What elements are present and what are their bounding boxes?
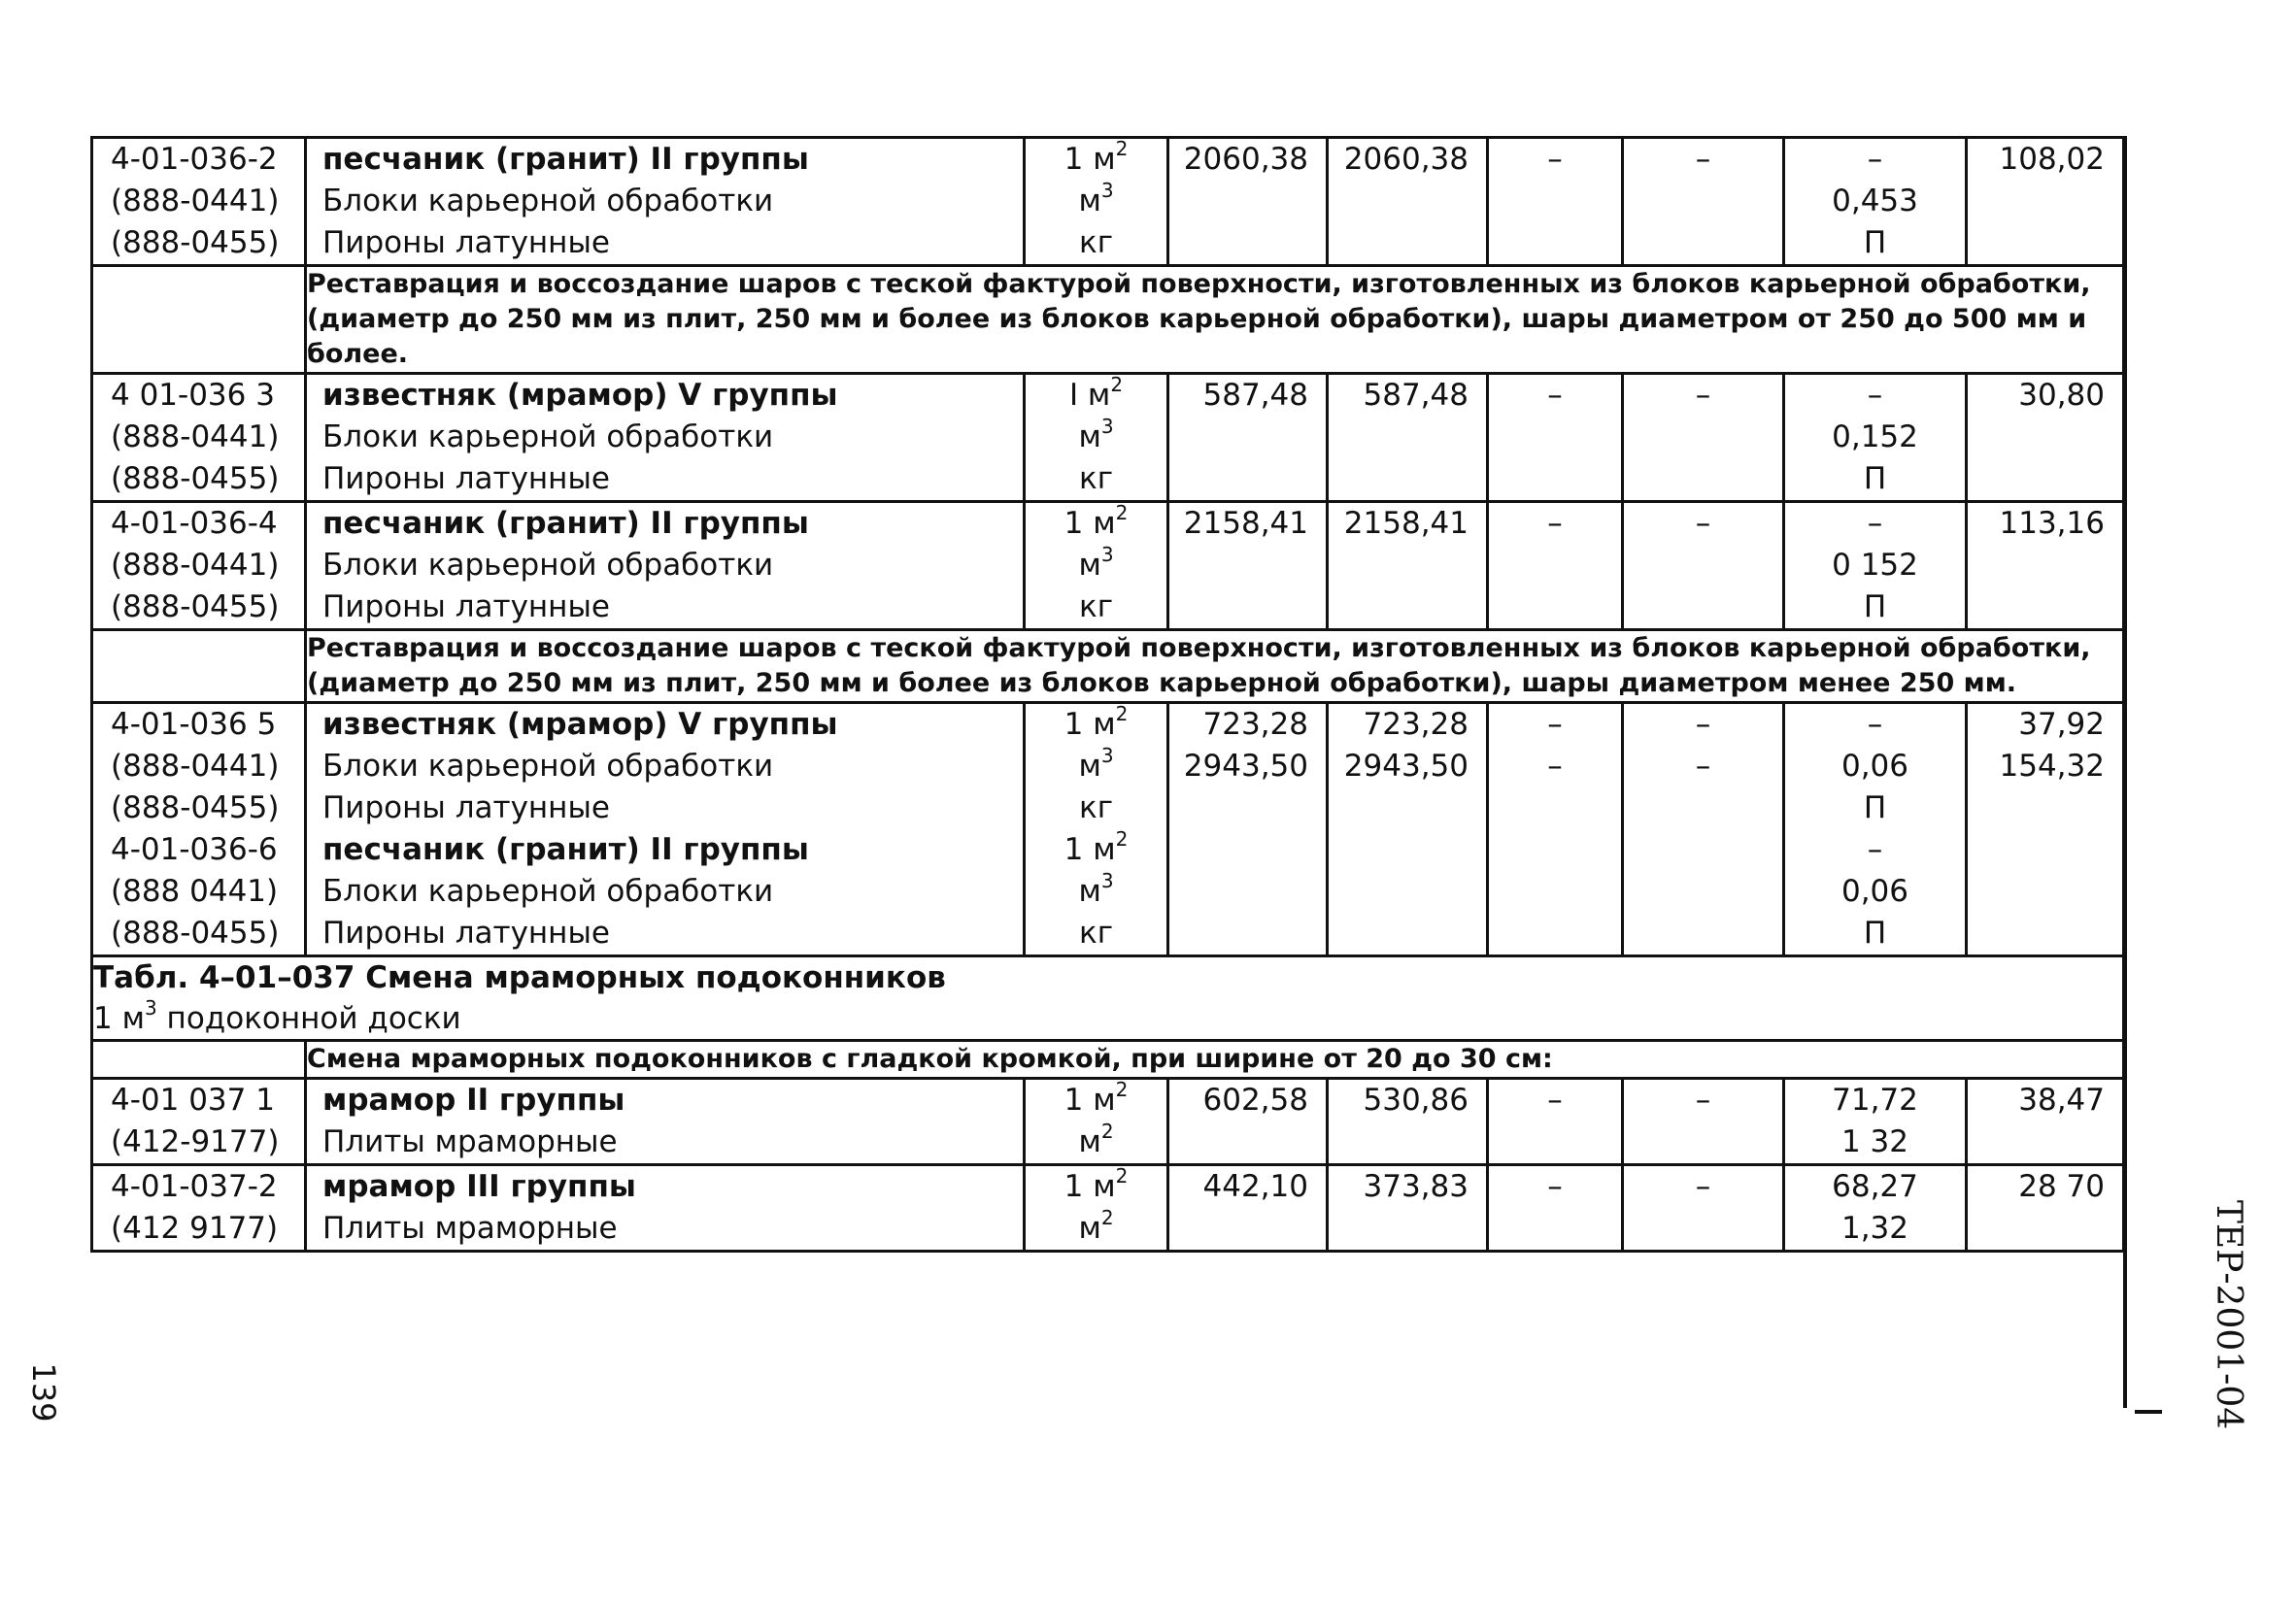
numeric-value: 2943,50 (1343, 749, 1469, 784)
work-name: мрамор III группы (322, 1169, 636, 1204)
value-cell-c6 (1623, 502, 1784, 630)
unit-value (1026, 913, 1166, 954)
rate-code: (412 9177) (111, 1211, 279, 1246)
code-cell (92, 502, 306, 630)
table-row (92, 502, 2124, 630)
value-cell-c7 (1784, 1165, 1967, 1252)
code-cell (92, 374, 306, 502)
unit-value (1026, 1166, 1166, 1208)
value-cell-c5 (1488, 1079, 1623, 1165)
value-cell-c8 (1967, 374, 2124, 502)
numeric-value: – (1695, 1083, 1711, 1118)
numeric-value: 442,10 (1202, 1169, 1308, 1204)
unit-exponent: 2 (1115, 1164, 1129, 1188)
unit-value (1026, 1122, 1166, 1163)
unit-base: м (1078, 184, 1101, 218)
numeric-value: – (1867, 832, 1883, 867)
value-cell-c6 (1623, 703, 1784, 956)
value-cell-c3 (1168, 374, 1328, 502)
value-cell-c5 (1488, 703, 1623, 956)
page-number: 139 (25, 1362, 62, 1423)
work-name: песчаник (гранит) II группы (322, 832, 809, 867)
code-cell (92, 138, 306, 266)
numeric-value: – (1867, 142, 1883, 177)
unit-cell (1025, 374, 1168, 502)
numeric-value: 108,02 (1999, 142, 2105, 177)
value-cell-c7 (1784, 502, 1967, 630)
rate-code: (888-0455) (111, 225, 280, 260)
section-description-row (92, 1041, 2124, 1079)
unit-value (1026, 586, 1166, 628)
numeric-value: – (1547, 1169, 1563, 1204)
unit-exponent: 2 (1100, 1120, 1114, 1143)
unit-exponent: 2 (1115, 501, 1129, 524)
rate-code: (888-0441) (111, 184, 280, 218)
numeric-value: – (1547, 142, 1563, 177)
value-cell-c4 (1328, 374, 1488, 502)
unit-base: кг (1078, 589, 1113, 624)
numeric-value: 0,453 (1832, 184, 1918, 218)
unit-base: м (1078, 419, 1101, 454)
material-name: Пироны латунные (322, 225, 610, 260)
numeric-value: – (1695, 378, 1711, 413)
document-code: ТЕР-2001-04 (2209, 1199, 2248, 1430)
code-cell (92, 1165, 306, 1252)
unit-base: 1 м (1064, 506, 1116, 541)
work-name: песчаник (гранит) II группы (322, 506, 809, 541)
numeric-value: 0 152 (1832, 548, 1918, 583)
numeric-value: – (1695, 142, 1711, 177)
numeric-value: – (1547, 378, 1563, 413)
value-cell-c7 (1784, 138, 1967, 266)
value-cell-c3 (1168, 138, 1328, 266)
value-cell-c6 (1623, 138, 1784, 266)
numeric-value: 530,86 (1363, 1083, 1469, 1118)
numeric-value: 1 32 (1840, 1124, 1909, 1159)
numeric-value: П (1863, 790, 1887, 825)
unit-exponent: 3 (1100, 744, 1114, 767)
numeric-value: 723,28 (1363, 707, 1469, 742)
value-cell-c4 (1328, 1079, 1488, 1165)
value-cell-c8 (1967, 138, 2124, 266)
table-row (92, 1079, 2124, 1165)
section-description: Реставрация и воссоздание шаров с теской фактурой поверхности, изготовленных из блоков карьерной обработки, (диаметр до 250 мм из плит, 250 мм и более из блоков карьерной обработки), шары диаметром менее 250 мм. (306, 630, 2124, 703)
rate-code: 4-01-036-2 (111, 142, 278, 177)
unit-value (1026, 181, 1166, 222)
value-cell-c8 (1967, 703, 2124, 956)
numeric-value: 0,06 (1840, 749, 1909, 784)
numeric-value: 28 70 (2018, 1169, 2105, 1204)
numeric-value: 113,16 (1999, 506, 2105, 541)
unit-value (1026, 1208, 1166, 1250)
unit-value (1026, 545, 1166, 586)
unit-cell (1025, 138, 1168, 266)
unit-exponent: 3 (1100, 869, 1114, 892)
value-cell-c7 (1784, 703, 1967, 956)
unit-value (1026, 746, 1166, 787)
value-cell-c3 (1168, 1165, 1328, 1252)
numeric-value: – (1867, 506, 1883, 541)
unit-base: кг (1078, 225, 1113, 260)
rate-code: (888-0441) (111, 419, 280, 454)
unit-value (1026, 375, 1166, 417)
table-heading (92, 956, 2124, 1041)
unit-cell (1025, 502, 1168, 630)
unit-exponent: 2 (1110, 373, 1124, 396)
code-cell (92, 1079, 306, 1165)
unit-base: 1 м (1064, 707, 1116, 742)
material-name: Плиты мраморные (322, 1211, 618, 1246)
rate-code: (888-0441) (111, 548, 280, 583)
rate-code: 4-01 037 1 (111, 1083, 275, 1118)
rate-code: 4 01-036 3 (111, 378, 275, 413)
value-cell-c8 (1967, 502, 2124, 630)
numeric-value: – (1695, 749, 1711, 784)
unit-base: кг (1078, 916, 1113, 951)
unit-value (1026, 1080, 1166, 1122)
work-name: известняк (мрамор) V группы (322, 378, 838, 413)
numeric-value: 1,32 (1840, 1211, 1909, 1246)
numeric-value: П (1863, 461, 1887, 496)
table-title: Табл. 4–01–037 Смена мраморных подоконников (93, 960, 946, 995)
numeric-value: 2943,50 (1183, 749, 1308, 784)
numeric-value: 2060,38 (1183, 142, 1308, 177)
value-cell-c6 (1623, 374, 1784, 502)
unit-value (1026, 829, 1166, 871)
rate-code: 4-01-036-4 (111, 506, 278, 541)
table-unit-exponent: 3 (144, 996, 157, 1020)
rate-code: (888-0455) (111, 790, 280, 825)
material-name: Пироны латунные (322, 461, 610, 496)
unit-base: м (1078, 874, 1101, 909)
unit-value (1026, 704, 1166, 746)
unit-cell (1025, 1079, 1168, 1165)
section-description: Реставрация и воссоздание шаров с теской фактурой поверхности, изготовленных из блоков карьерной обработки, (диаметр до 250 мм из плит, 250 мм и более из блоков карьерной обработки), шары диаметром от 250 до 500 мм и более. (306, 266, 2124, 374)
unit-exponent: 3 (1100, 543, 1114, 566)
value-cell-c8 (1967, 1165, 2124, 1252)
table-heading-row (92, 956, 2124, 1041)
material-name: Блоки карьерной обработки (322, 548, 774, 583)
numeric-value: 602,58 (1202, 1083, 1308, 1118)
name-cell (306, 502, 1025, 630)
rate-code: (888-0455) (111, 916, 280, 951)
right-margin-rule (2123, 136, 2127, 1408)
value-cell-c4 (1328, 138, 1488, 266)
name-cell (306, 138, 1025, 266)
unit-base: м (1078, 1124, 1101, 1159)
material-name: Блоки карьерной обработки (322, 749, 774, 784)
numeric-value: – (1547, 506, 1563, 541)
unit-base: I м (1068, 378, 1111, 413)
value-cell-c8 (1967, 1079, 2124, 1165)
numeric-value: 0,152 (1832, 419, 1918, 454)
unit-base: 1 м (1064, 142, 1116, 177)
numeric-value: – (1695, 707, 1711, 742)
right-margin-tick (2135, 1410, 2162, 1414)
unit-base: м (1078, 749, 1101, 784)
value-cell-c5 (1488, 138, 1623, 266)
material-name: Пироны латунные (322, 589, 610, 624)
numeric-value: – (1695, 1169, 1711, 1204)
unit-value (1026, 417, 1166, 458)
material-name: Блоки карьерной обработки (322, 419, 774, 454)
table-row (92, 374, 2124, 502)
rate-code: (888-0455) (111, 589, 280, 624)
name-cell (306, 1079, 1025, 1165)
numeric-value: – (1867, 378, 1883, 413)
section-description-row (92, 266, 2124, 374)
numeric-value: – (1695, 506, 1711, 541)
rate-code: (412-9177) (111, 1124, 280, 1159)
unit-exponent: 2 (1115, 702, 1129, 725)
value-cell-c3 (1168, 703, 1328, 956)
value-cell-c7 (1784, 374, 1967, 502)
value-cell-c4 (1328, 1165, 1488, 1252)
numeric-value: 2060,38 (1343, 142, 1469, 177)
code-cell (92, 703, 306, 956)
unit-value (1026, 458, 1166, 500)
numeric-value: – (1867, 707, 1883, 742)
value-cell-c5 (1488, 374, 1623, 502)
numeric-value: 2158,41 (1183, 506, 1308, 541)
table-row (92, 703, 2124, 956)
value-cell-c6 (1623, 1079, 1784, 1165)
unit-exponent: 2 (1115, 827, 1129, 851)
unit-base: 1 м (1064, 1169, 1116, 1204)
unit-value (1026, 787, 1166, 829)
value-cell-c3 (1168, 502, 1328, 630)
value-cell-c4 (1328, 703, 1488, 956)
name-cell (306, 374, 1025, 502)
unit-value (1026, 222, 1166, 264)
empty-code-cell (92, 266, 306, 374)
unit-base: 1 м (1064, 832, 1116, 867)
numeric-value: 68,27 (1832, 1169, 1918, 1204)
value-cell-c5 (1488, 1165, 1623, 1252)
empty-code-cell (92, 630, 306, 703)
numeric-value: П (1863, 589, 1887, 624)
unit-value (1026, 503, 1166, 545)
rate-code: (888-0441) (111, 749, 280, 784)
unit-base: кг (1078, 461, 1113, 496)
empty-code-cell (92, 1041, 306, 1079)
numeric-value: 587,48 (1202, 378, 1308, 413)
rate-code: 4-01-036-6 (111, 832, 278, 867)
numeric-value: – (1547, 707, 1563, 742)
table-unit (93, 998, 2122, 1039)
unit-exponent: 3 (1100, 179, 1114, 202)
table-row (92, 1165, 2124, 1252)
numeric-value: 37,92 (2018, 707, 2105, 742)
numeric-value: 2158,41 (1343, 506, 1469, 541)
unit-value (1026, 871, 1166, 913)
numeric-value: – (1547, 749, 1563, 784)
name-cell (306, 703, 1025, 956)
numeric-value: 373,83 (1363, 1169, 1469, 1204)
material-name: Пироны латунные (322, 916, 610, 951)
unit-cell (1025, 1165, 1168, 1252)
numeric-value: – (1547, 1083, 1563, 1118)
table-unit-text: подоконной доски (156, 1001, 461, 1036)
unit-base: кг (1078, 790, 1113, 825)
numeric-value: 38,47 (2018, 1083, 2105, 1118)
value-cell-c7 (1784, 1079, 1967, 1165)
unit-exponent: 2 (1100, 1206, 1114, 1229)
numeric-value: П (1863, 916, 1887, 951)
unit-value (1026, 139, 1166, 181)
numeric-value: 154,32 (1999, 749, 2105, 784)
unit-exponent: 2 (1115, 137, 1129, 160)
numeric-value: 587,48 (1363, 378, 1469, 413)
table-unit-base: 1 м (93, 1001, 145, 1036)
numeric-value: 30,80 (2018, 378, 2105, 413)
value-cell-c4 (1328, 502, 1488, 630)
unit-exponent: 2 (1115, 1078, 1129, 1101)
unit-cell (1025, 703, 1168, 956)
unit-base: м (1078, 548, 1101, 583)
work-name: известняк (мрамор) V группы (322, 707, 838, 742)
section-description-row (92, 630, 2124, 703)
rate-code: 4-01-037-2 (111, 1169, 278, 1204)
numeric-value: П (1863, 225, 1887, 260)
numeric-value: 0,06 (1840, 874, 1909, 909)
price-table (90, 136, 2125, 1253)
section-description: Смена мраморных подоконников с гладкой кромкой, при ширине от 20 до 30 см: (306, 1041, 2124, 1079)
material-name: Блоки карьерной обработки (322, 874, 774, 909)
unit-exponent: 3 (1100, 415, 1114, 438)
value-cell-c6 (1623, 1165, 1784, 1252)
rate-code: (888 0441) (111, 874, 279, 909)
rate-code: (888-0455) (111, 461, 280, 496)
name-cell (306, 1165, 1025, 1252)
unit-base: 1 м (1064, 1083, 1116, 1118)
material-name: Блоки карьерной обработки (322, 184, 774, 218)
material-name: Плиты мраморные (322, 1124, 618, 1159)
work-name: песчаник (гранит) II группы (322, 142, 809, 177)
value-cell-c5 (1488, 502, 1623, 630)
table-row (92, 138, 2124, 266)
rate-code: 4-01-036 5 (111, 707, 277, 742)
numeric-value: 723,28 (1202, 707, 1308, 742)
material-name: Пироны латунные (322, 790, 610, 825)
work-name: мрамор II группы (322, 1083, 625, 1118)
numeric-value: 71,72 (1832, 1083, 1918, 1118)
price-table-sheet (90, 136, 2122, 1253)
value-cell-c3 (1168, 1079, 1328, 1165)
unit-base: м (1078, 1211, 1101, 1246)
